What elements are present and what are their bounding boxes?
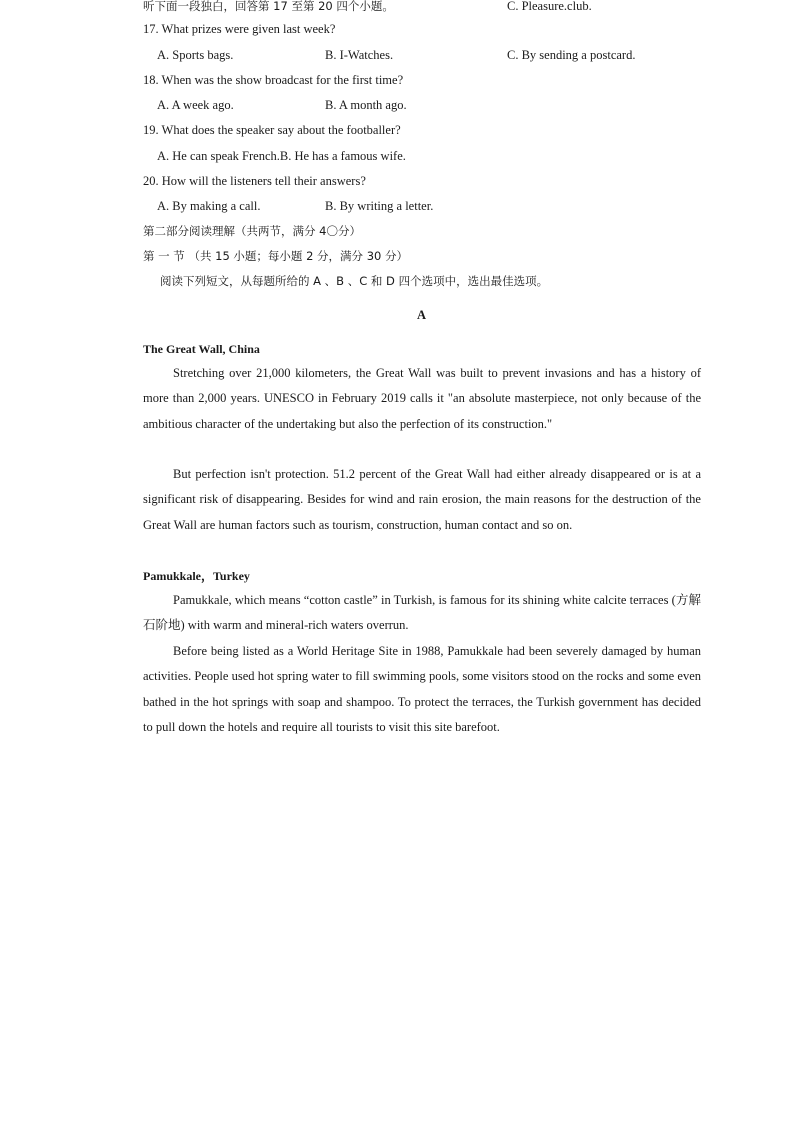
q17-option-c: C. By sending a postcard. — [507, 48, 636, 62]
paragraph-great-wall-1 — [143, 361, 701, 437]
passage-label: A — [417, 308, 427, 322]
reading-instruction: 阅读下列短文，从每题所给的 A 、B 、C 和 D 四个选项中，选出最佳选项。 — [160, 274, 549, 288]
q18-option-a: A. A week ago. — [157, 98, 234, 112]
q17-option-b: B. I-Watches. — [325, 48, 394, 62]
q20-option-b: B. By writing a letter. — [325, 199, 434, 213]
part-two-title: 第二部分阅读理解（共两节，满分 4〇分） — [143, 224, 361, 238]
paragraph-text: Pamukkale, which means “cotton castle” in Turkish, is famous for its shining white calcite terraces (方解石阶地) with warm and mineral-rich waters overrun. — [143, 593, 701, 633]
question-19: 19. What does the speaker say about the footballer? — [143, 123, 401, 137]
paragraph-great-wall-2 — [143, 462, 701, 538]
heading-great-wall: The Great Wall, China — [143, 342, 260, 356]
section-one-title: 第 一 节 （共 15 小题；每小题 2 分，满分 30 分） — [143, 249, 408, 263]
q17-option-a: A. Sports bags. — [157, 48, 234, 62]
question-20: 20. How will the listeners tell their answers? — [143, 174, 366, 188]
question-18: 18. When was the show broadcast for the first time? — [143, 73, 404, 87]
paragraph-pamukkale-1 — [143, 588, 701, 639]
q19-options: A. He can speak French.B. He has a famous wife. — [157, 149, 406, 163]
q18-option-b: B. A month ago. — [325, 98, 407, 112]
paragraph-text: Before being listed as a World Heritage Site in 1988, Pamukkale had been severely damaged by human activities. People used hot spring water to fill swimming pools, some visitors stood on the rocks and some even bathed in the hot springs with soap and shampoo. To protect the terraces, the Turkish government has decided to pull down the hotels and require all tourists to visit this site barefoot. — [143, 644, 701, 734]
heading-pamukkale: Pamukkale，Turkey — [143, 569, 250, 583]
q20-option-a: A. By making a call. — [157, 199, 261, 213]
listening-instruction: 听下面一段独白，回答第 17 至第 20 四个小题。 — [143, 0, 394, 13]
option-c-overlap: C. Pleasure.club. — [507, 0, 592, 13]
paragraph-text: Stretching over 21,000 kilometers, the Great Wall was built to prevent invasions and has a history of more than 2,000 years. UNESCO in February 2019 calls it "an absolute masterpiece, not only because of the ambitious character of the undertaking but also the perfection of its construction." — [143, 366, 701, 431]
paragraph-text: But perfection isn't protection. 51.2 percent of the Great Wall had either already disappeared or is at a significant risk of disappearing. Besides for wind and rain erosion, the main reasons for the destruction of the Great Wall are human factors such as tourism, construction, human contact and so on. — [143, 467, 701, 532]
question-17: 17. What prizes were given last week? — [143, 22, 336, 36]
paragraph-pamukkale-2 — [143, 639, 701, 740]
